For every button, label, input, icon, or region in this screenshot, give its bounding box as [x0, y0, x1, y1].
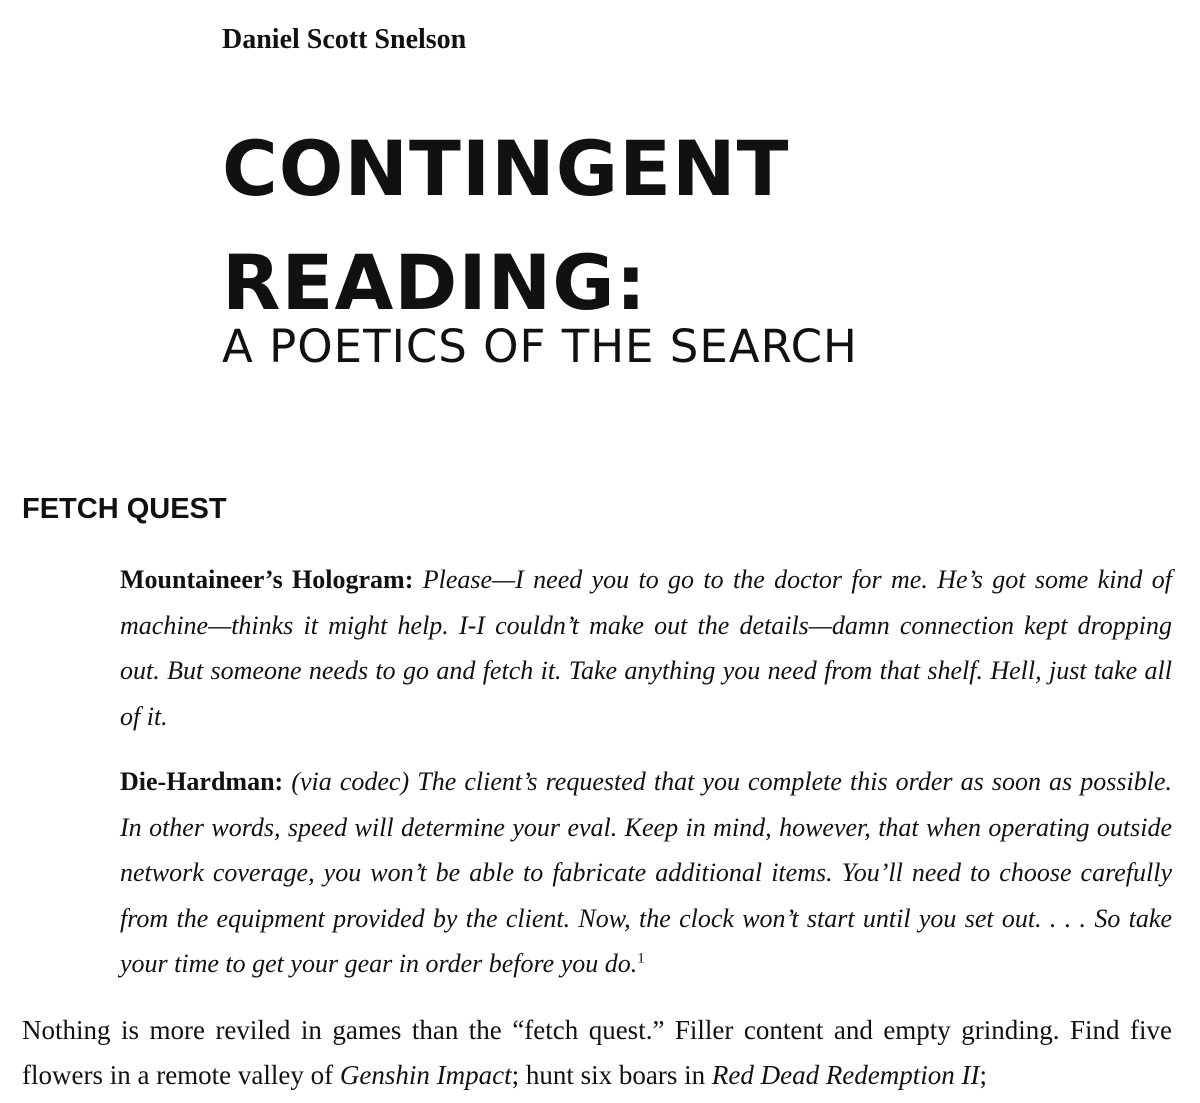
article-title [222, 112, 789, 340]
body-text: ; hunt six boars in [511, 1060, 712, 1090]
section-heading: FETCH QUEST [22, 493, 227, 525]
quote-text: Please—I need you to go to the doctor for me. He’s got some kind of machine—thinks it might help. I-I couldn’t make out the details—damn connection kept dropping out. But someone needs to go and fetch it. Take anything you need from that shelf. Hell, just take all of it. [120, 565, 1172, 731]
quote-block [120, 759, 1172, 987]
title-line-2: READING: [222, 238, 647, 327]
author-name: Daniel Scott Snelson [222, 24, 467, 55]
game-title: Genshin Impact [339, 1060, 512, 1090]
quote-text: (via codec) The client’s requested that you complete this order as soon as possible. In other words, speed will determine your eval. Keep in mind, however, that when operating outside network coverage, you won’t be able to fabricate additional items. You’ll need to choose carefully from the equipment provided by the client. Now, the clock won’t start until you set out. . . . So take your time to get your gear in order before you do. [120, 767, 1172, 978]
article-subtitle: A POETICS OF THE SEARCH [222, 320, 858, 373]
footnote-marker[interactable]: 1 [637, 950, 645, 967]
quote-speaker: Die-Hardman: [120, 767, 284, 796]
game-title: Red Dead Redemption II [711, 1060, 980, 1090]
body-text: ; [979, 1060, 988, 1090]
body-paragraph [22, 1008, 1172, 1098]
quote-block [120, 557, 1172, 739]
title-line-1: CONTINGENT [222, 124, 790, 213]
quote-speaker: Mountaineer’s Hologram: [120, 565, 414, 594]
body-text: Nothing is more reviled in games than the “fetch quest.” Filler content and empty grinding. Find five flowers in a remote valley of [22, 1015, 1172, 1090]
